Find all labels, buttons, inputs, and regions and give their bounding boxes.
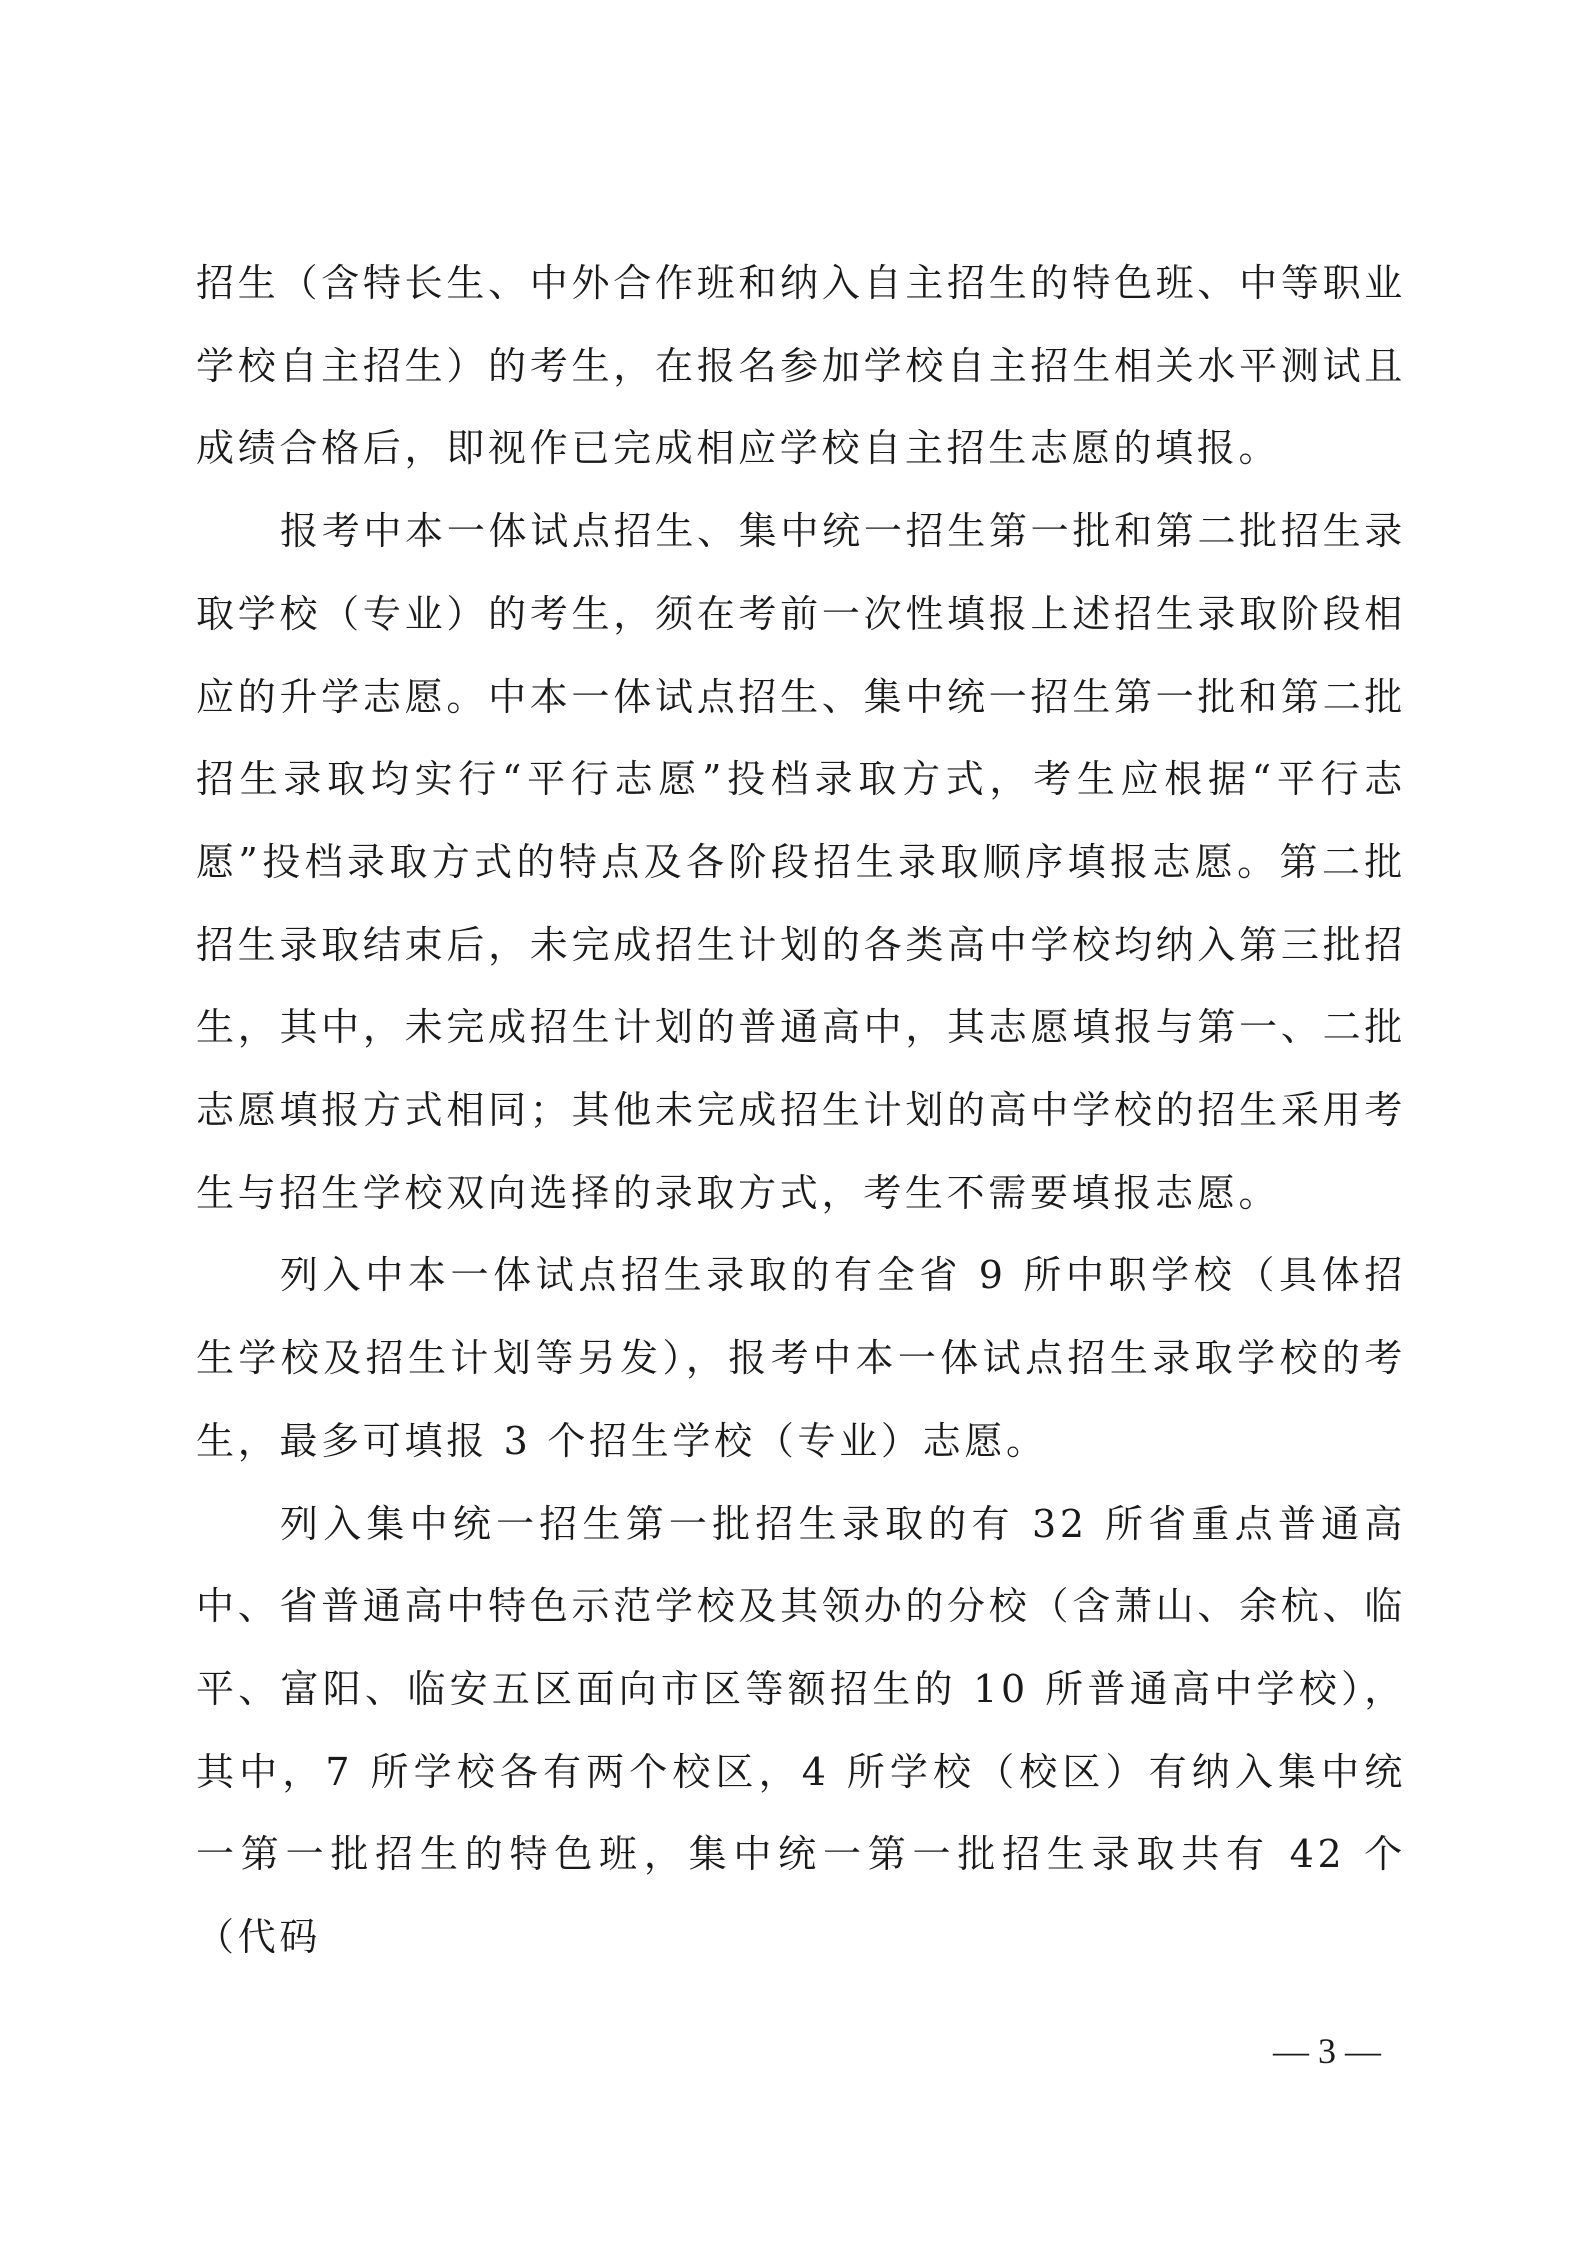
paragraph-pilot-enrollment: 列入中本一体试点招生录取的有全省 9 所中职学校（具体招生学校及招生计划等另发），报考中本一体试点招生录取学校的考生，最多可填报 3 个招生学校（专业）志愿。 (196, 1253, 1406, 1463)
paragraph-continuation: 招生（含特长生、中外合作班和纳入自主招生的特色班、中等职业学校自主招生）的考生，在报名参加学校自主招生相关水平测试且成绩合格后，即视作已完成相应学校自主招生志愿的填报。 (196, 261, 1406, 471)
paragraph-volunteer-filling: 报考中本一体试点招生、集中统一招生第一批和第二批招生录取学校（专业）的考生，须在考前一次性填报上述招生录取阶段相应的升学志愿。中本一体试点招生、集中统一招生第一批和第二批招生录取均实行“平行志愿”投档录取方式，考生应根据“平行志愿”投档录取方式的特点及各阶段招生录取顺序填报志愿。第二批招生录取结束后，未完成招生计划的各类高中学校均纳入第三批招生，其中，未完成招生计划的普通高中，其志愿填报与第一、二批志愿填报方式相同；其他未完成招生计划的高中学校的招生采用考生与招生学校双向选择的录取方式，考生不需要填报志愿。 (196, 509, 1406, 1215)
body-text (196, 242, 1406, 1979)
page-number: — 3 — (1273, 2031, 1381, 2071)
paragraph-first-batch: 列入集中统一招生第一批招生录取的有 32 所省重点普通高中、省普通高中特色示范学校及其领办的分校（含萧山、余杭、临平、富阳、临安五区面向市区等额招生的 10 所普通高中学校），其中，7 所学校各有两个校区，4 所学校（校区）有纳入集中统一第一批招生的特色班，集中统一第一批招生录取共有 42 个（代码 (196, 1501, 1406, 1960)
